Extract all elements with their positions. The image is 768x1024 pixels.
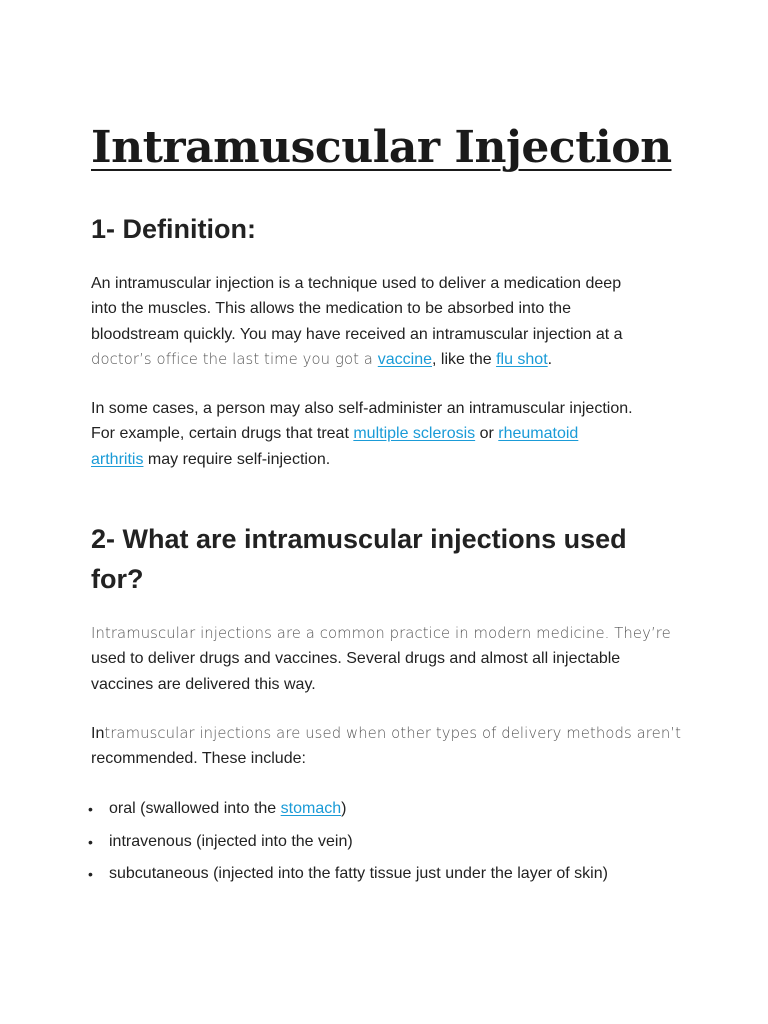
text-fragment: . <box>547 350 553 368</box>
page-title: Intramuscular Injection <box>91 122 672 173</box>
text-line: used to deliver drugs and vaccines. Several drugs and almost all injectable <box>91 650 621 668</box>
text-fragment: ) <box>341 800 347 817</box>
text-fragment: oral (swallowed into the <box>109 800 281 817</box>
bullet-icon: • <box>88 833 93 850</box>
stomach-link[interactable]: stomach <box>280 800 342 817</box>
text-line: bloodstream quickly. You may have received an intramuscular injection at a <box>91 325 623 343</box>
list-item <box>88 861 691 894</box>
vaccine-link[interactable]: vaccine <box>377 350 433 368</box>
uses-heading <box>91 519 627 599</box>
definition-paragraph-1 <box>91 271 681 372</box>
text-line: into the muscles. This allows the medication to be absorbed into the <box>91 300 571 318</box>
uses-paragraph-1 <box>91 621 681 697</box>
definition-paragraph-2 <box>91 396 681 472</box>
list-item <box>88 829 691 862</box>
flu-shot-link[interactable]: flu shot <box>496 350 548 368</box>
heading-line: for? <box>91 564 144 594</box>
text-fragment: For example, certain drugs that treat <box>91 425 354 443</box>
multiple-sclerosis-link[interactable]: multiple sclerosis <box>353 425 476 443</box>
heading-line: 2- What are intramuscular injections used <box>91 524 627 554</box>
list-item-text: intravenous (injected into the vein) <box>109 832 353 850</box>
list-item <box>88 796 691 829</box>
delivery-methods-list <box>88 796 691 894</box>
list-item-text: subcutaneous (injected into the fatty tissue just under the layer of skin) <box>109 865 608 882</box>
rheumatoid-arthritis-link-cont[interactable]: arthritis <box>91 450 144 468</box>
text-line: doctor’s office the last time you got a <box>91 350 378 368</box>
text-line: An intramuscular injection is a technique used to deliver a medication deep <box>91 275 622 292</box>
rheumatoid-arthritis-link[interactable]: rheumatoid <box>498 425 579 443</box>
text-line: Intramuscular injections are a common practice in modern medicine. They’re <box>91 625 671 642</box>
text-fragment: may require self-injection. <box>143 450 331 468</box>
text-line: recommended. These include: <box>91 750 306 768</box>
text-fragment: In <box>91 725 105 742</box>
text-fragment: , like the <box>432 350 497 368</box>
text-line: tramuscular injections are used when other types of delivery methods aren’t <box>104 725 682 742</box>
bullet-icon: • <box>88 866 93 882</box>
text-line: vaccines are delivered this way. <box>91 675 316 693</box>
bullet-icon: • <box>88 801 93 817</box>
uses-paragraph-2 <box>91 721 681 772</box>
text-fragment: or <box>475 425 499 443</box>
definition-heading: 1- Definition: <box>91 214 256 244</box>
text-line: In some cases, a person may also self-administer an intramuscular injection. <box>91 400 633 417</box>
